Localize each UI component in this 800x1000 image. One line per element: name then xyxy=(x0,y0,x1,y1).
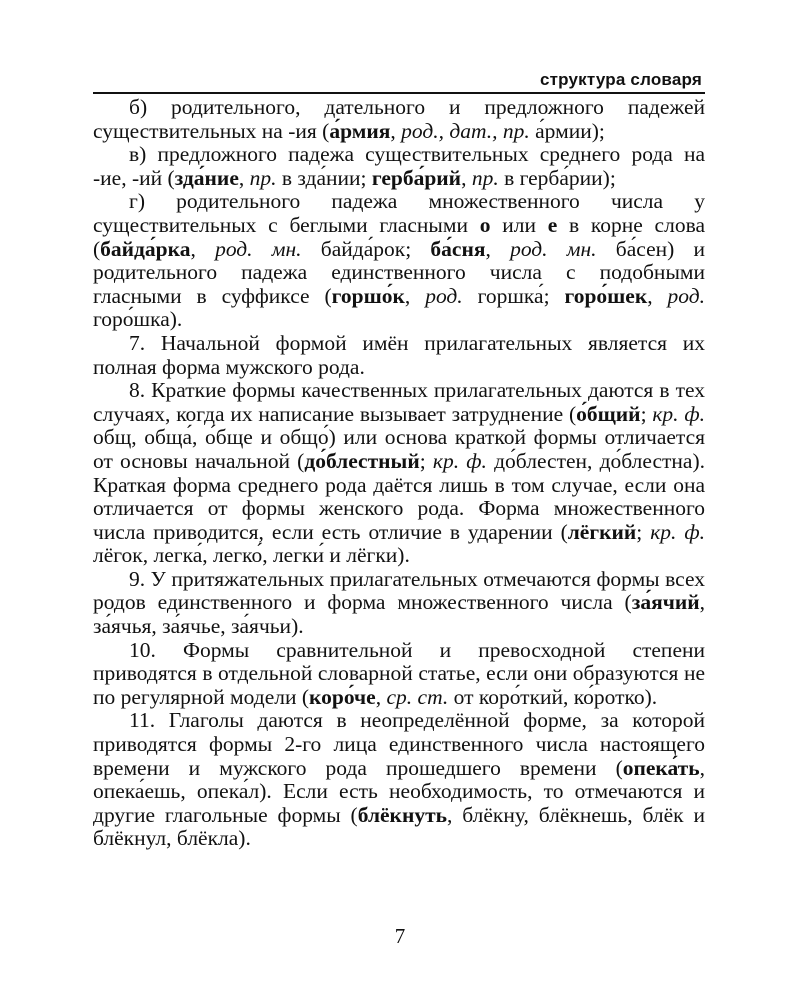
header-rule xyxy=(93,92,705,94)
body-text xyxy=(93,96,705,851)
grammar-label: пр. xyxy=(249,165,277,190)
text-run: 9. У притяжательных прилагательных отмечаются формы всех родов единственного и форма множественного числа ( xyxy=(93,566,705,615)
text-run: ба́сен) и родительного падежа единственного числа с подобными гласными в суффиксе ( xyxy=(93,236,706,308)
paragraph xyxy=(93,709,705,851)
text-run: или xyxy=(490,212,548,237)
paragraph xyxy=(93,332,705,379)
headword: о xyxy=(479,212,491,237)
headword: до́блестный xyxy=(304,448,420,473)
text-run: лёгок, легка́, легко́, легки́ и лёгки). xyxy=(93,543,410,568)
text-run: б) родительного, дательного и предложного падежей существительных на -ия ( xyxy=(93,95,705,143)
text-run: в корне слова ( xyxy=(93,212,705,261)
headword: лёгкий xyxy=(567,519,637,544)
headword: герба́рий xyxy=(371,165,462,190)
text-run: от коро́ткий, ко́ротко). xyxy=(448,684,658,709)
paragraph xyxy=(93,568,705,639)
grammar-label: пр. xyxy=(471,165,499,190)
grammar-label: род., дат., пр. xyxy=(401,118,530,143)
headword: горшо́к xyxy=(331,283,405,308)
grammar-label: род. мн. xyxy=(215,236,302,261)
paragraph xyxy=(93,639,705,710)
text-run: , xyxy=(190,236,216,261)
text-run: 8. Краткие формы качественных прилагательных даются в тех случаях, когда их написание вызывает затруднение ( xyxy=(93,378,705,426)
headword: горо́шек xyxy=(564,283,648,308)
running-header: структура словаря xyxy=(539,70,702,89)
text-run: до́блестен, до́блестна). Краткая форма среднего рода даётся лишь в том случае, если она отличается от формы женского рода. Форма множественного числа приводится, если есть отличие в ударении ( xyxy=(93,448,706,544)
paragraph xyxy=(93,190,705,332)
text-run: а́рмии); xyxy=(529,118,605,143)
text-run: в герба́рии); xyxy=(498,165,616,190)
text-run: ; xyxy=(419,448,433,473)
text-run: , xyxy=(461,165,472,190)
headword: коро́че xyxy=(309,684,376,709)
headword: а́рмия xyxy=(329,118,391,143)
headword: опека́ть xyxy=(622,755,700,780)
grammar-label: кр. ф. xyxy=(432,448,487,473)
text-run: , xyxy=(390,118,402,143)
text-run: , xyxy=(485,236,511,261)
text-run: , блёкну, блёкнешь, блёк и блёкнул, блёкла). xyxy=(93,802,705,851)
text-run: , xyxy=(238,165,250,190)
grammar-label: кр. ф. xyxy=(652,401,705,426)
text-run: общ, обща́, о́бще и общо́) или основа краткой формы отличается от основы начальной ( xyxy=(93,425,705,473)
text-run: , xyxy=(647,283,668,308)
headword: зда́ние xyxy=(174,165,239,190)
headword: за́ячий xyxy=(631,590,700,615)
headword: байда́рка xyxy=(100,236,191,261)
paragraph xyxy=(93,379,705,568)
headword: о́бщий xyxy=(576,401,641,426)
text-run: 11. Глаголы даются в неопределённой форме, за которой приводятся формы 2-го лица единственного числа настоящего времени и мужского рода прошедшего времени ( xyxy=(93,708,705,780)
text-run: ; xyxy=(636,519,651,544)
text-run: горо́шка). xyxy=(93,307,183,332)
text-run: байда́рок; xyxy=(301,236,431,261)
paragraph xyxy=(93,143,705,190)
grammar-label: род. xyxy=(425,283,463,308)
headword: е xyxy=(547,212,558,237)
text-run: 10. Формы сравнительной и превосходной степени приводятся в отдельной словарной статье, если они образуются не по регулярной модели ( xyxy=(93,637,705,709)
text-run: , за́ячья, за́ячье, за́ячьи). xyxy=(93,590,705,639)
text-run: в зда́нии; xyxy=(276,165,372,190)
grammar-label: род. xyxy=(667,283,706,308)
grammar-label: кр. ф. xyxy=(650,519,705,544)
text-run: 7. Начальной формой имён прилагательных является их полная форма мужского рода. xyxy=(93,330,705,379)
text-run: , опека́ешь, опека́л). Если есть необходимость, то отмечаются и другие глагольные формы ( xyxy=(93,755,705,827)
text-run: в) предложного падежа существительных среднего рода на -ие, -ий ( xyxy=(93,142,705,190)
grammar-label: ср. ст. xyxy=(386,684,449,709)
page-number: 7 xyxy=(394,924,406,948)
headword: блёкнуть xyxy=(357,802,448,827)
headword: ба́сня xyxy=(430,236,486,261)
text-run: ; xyxy=(640,401,653,426)
text-run: горшка́; xyxy=(462,283,565,308)
paragraph xyxy=(93,96,705,143)
text-run: г) родительного падежа множественного числа у существительных с беглыми гласными xyxy=(93,189,705,237)
text-run: , xyxy=(404,283,426,308)
grammar-label: род. мн. xyxy=(510,236,597,261)
text-run: , xyxy=(375,684,387,709)
